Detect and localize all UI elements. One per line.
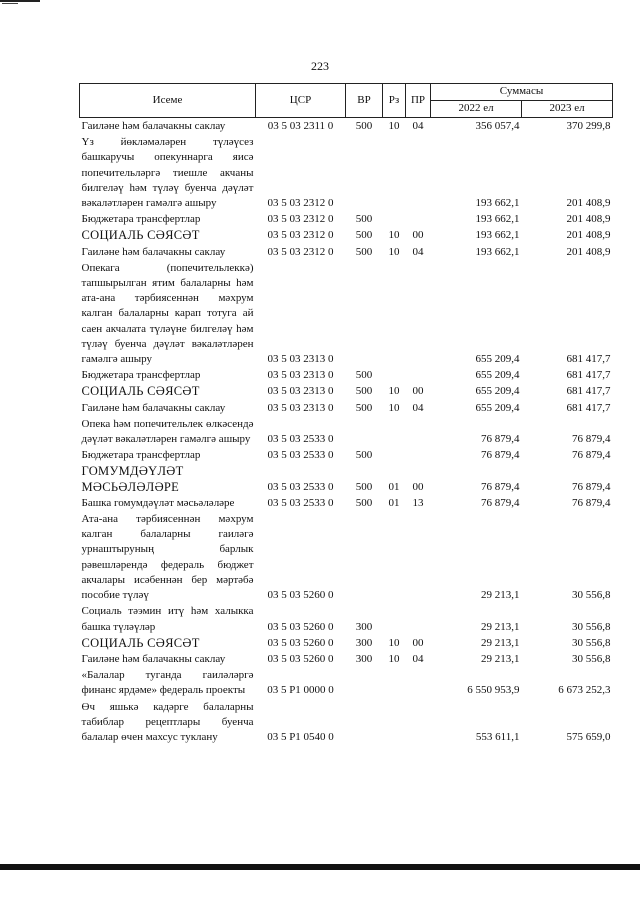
header-pr: ПР xyxy=(406,84,431,118)
row-sum-2023: 681 417,7 xyxy=(566,385,611,398)
row-name: Өч яшькә кадәрге балаларны табиблар рецептлары буенча балалар өчен махсус туклану xyxy=(81,700,254,743)
table-header xyxy=(80,84,613,118)
row-csr-code: 03 5 P1 0540 0 xyxy=(267,730,334,743)
row-pr: 00 xyxy=(412,636,424,649)
row-pr xyxy=(406,211,431,227)
row-sum-2023: 76 879,4 xyxy=(572,433,611,446)
row-rz xyxy=(383,667,406,698)
row-sum-2022: 29 213,1 xyxy=(481,652,520,665)
table-row xyxy=(80,118,613,135)
row-vr xyxy=(346,699,383,746)
table-row xyxy=(80,260,613,367)
row-sum-2023: 6 673 252,3 xyxy=(558,684,611,697)
table-row xyxy=(80,400,613,416)
row-vr: 500 xyxy=(355,449,373,462)
row-rz: 10 xyxy=(388,245,400,258)
row-rz xyxy=(383,134,406,211)
row-sum-2022: 655 209,4 xyxy=(475,353,520,366)
row-name: Бюджетара трансфертлар xyxy=(81,449,201,462)
row-pr xyxy=(406,699,431,746)
scan-bottom-border xyxy=(0,864,640,870)
row-vr: 500 xyxy=(355,401,373,414)
row-sum-2022: 356 057,4 xyxy=(475,120,520,132)
row-csr-code: 03 5 03 2312 0 xyxy=(267,213,334,226)
table-row xyxy=(80,463,613,494)
row-sum-2022: 76 879,4 xyxy=(481,480,520,493)
row-sum-2022: 193 662,1 xyxy=(475,245,520,258)
row-pr: 04 xyxy=(412,245,424,258)
row-csr-code: 03 5 03 5260 0 xyxy=(267,636,334,649)
row-csr-code: 03 5 03 2313 0 xyxy=(267,353,334,366)
row-sum-2023: 76 879,4 xyxy=(572,496,611,509)
row-sum-2022: 553 611,1 xyxy=(475,730,520,743)
row-rz xyxy=(383,211,406,227)
row-sum-2023: 30 556,8 xyxy=(572,652,611,665)
row-sum-2023: 681 417,7 xyxy=(566,401,611,414)
header-2023: 2023 ел xyxy=(522,101,613,118)
row-csr-code: 03 5 03 2313 0 xyxy=(267,401,334,414)
row-sum-2022: 193 662,1 xyxy=(475,197,520,210)
table-row xyxy=(80,651,613,667)
row-sum-2023: 370 299,8 xyxy=(566,120,611,132)
row-name: Социаль тәэмин итү һәм халыкка башка түләүләр xyxy=(81,605,254,633)
row-name: Опека һәм попечительлек өлкәсендә дәүләт вәкаләтләрен гамәлгә ашыру xyxy=(81,417,254,446)
row-sum-2023: 575 659,0 xyxy=(566,730,611,743)
table-row xyxy=(80,495,613,511)
row-pr xyxy=(406,260,431,367)
row-rz xyxy=(383,260,406,367)
row-pr xyxy=(406,603,431,634)
row-pr: 00 xyxy=(412,229,424,242)
table-row xyxy=(80,244,613,260)
row-sum-2023: 201 408,9 xyxy=(566,245,611,258)
row-vr: 500 xyxy=(355,385,373,398)
row-pr xyxy=(406,511,431,603)
row-sum-2023: 201 408,9 xyxy=(566,213,611,226)
row-rz: 10 xyxy=(388,229,400,242)
row-sum-2023: 681 417,7 xyxy=(566,353,611,366)
header-csr: ЦСР xyxy=(256,84,346,118)
row-rz: 01 xyxy=(388,496,400,509)
row-name: СОЦИАЛЬ СӘЯСӘТ xyxy=(81,228,200,243)
row-pr xyxy=(406,416,431,447)
table-row xyxy=(80,211,613,227)
row-vr: 500 xyxy=(355,120,373,132)
row-name: Гаиләнe һәм балачакны саклау xyxy=(81,652,226,665)
table-row xyxy=(80,367,613,383)
row-vr xyxy=(346,416,383,447)
row-rz: 10 xyxy=(388,401,400,414)
row-rz xyxy=(383,699,406,746)
row-vr: 300 xyxy=(355,652,373,665)
row-pr: 04 xyxy=(412,652,424,665)
row-rz xyxy=(383,367,406,383)
row-pr xyxy=(406,134,431,211)
row-pr: 00 xyxy=(412,385,424,398)
row-sum-2022: 76 879,4 xyxy=(481,449,520,462)
row-csr-code: 03 5 03 2533 0 xyxy=(267,433,334,446)
row-csr-code: 03 5 03 5260 0 xyxy=(267,589,334,602)
row-rz: 01 xyxy=(388,480,400,493)
row-pr: 04 xyxy=(412,120,424,132)
row-name: СОЦИАЛЬ СӘЯСӘТ xyxy=(81,635,200,650)
row-vr: 500 xyxy=(355,229,373,242)
table-row xyxy=(80,383,613,399)
row-sum-2022: 76 879,4 xyxy=(481,433,520,446)
row-name: Бюджетара трансфертлар xyxy=(81,213,201,226)
table-row xyxy=(80,447,613,463)
header-vr: ВР xyxy=(346,84,383,118)
row-vr: 300 xyxy=(355,636,373,649)
row-sum-2023: 30 556,8 xyxy=(572,636,611,649)
row-csr-code: 03 5 03 2313 0 xyxy=(267,385,334,398)
table-row xyxy=(80,699,613,746)
page-number: 223 xyxy=(311,59,329,73)
row-sum-2023: 76 879,4 xyxy=(572,449,611,462)
row-name: Опекага (попечительлеккә) тапшырылган ятим балаларны һәм ата-ана тәрбиясеннән мәхрум калган балаларны карап тотуга ай саен акчалата түләүне билгеләү һәм түләү буенча дәүләт вәкаләтләрен гамәлгә ашыру xyxy=(81,261,254,366)
row-sum-2022: 76 879,4 xyxy=(481,496,520,509)
row-vr xyxy=(346,511,383,603)
row-csr-code: 03 5 03 2312 0 xyxy=(267,229,334,242)
row-sum-2022: 655 209,4 xyxy=(475,401,520,414)
table-row xyxy=(80,635,613,651)
scan-edge-mark-small xyxy=(2,3,18,4)
row-csr-code: 03 5 03 2313 0 xyxy=(267,369,334,382)
row-name: «Балалар туганда гаиләләргә финанс ярдәме» федераль проекты xyxy=(81,669,254,697)
row-rz: 10 xyxy=(388,652,400,665)
row-vr: 500 xyxy=(355,480,373,493)
row-pr: 00 xyxy=(412,480,424,493)
row-vr: 500 xyxy=(355,496,373,509)
row-vr xyxy=(346,134,383,211)
table-row xyxy=(80,416,613,447)
row-vr xyxy=(346,260,383,367)
table-row xyxy=(80,511,613,603)
row-sum-2022: 29 213,1 xyxy=(481,589,520,602)
row-sum-2022: 29 213,1 xyxy=(481,620,520,633)
row-sum-2023: 76 879,4 xyxy=(572,480,611,493)
row-sum-2023: 30 556,8 xyxy=(572,620,611,633)
row-name: Бюджетара трансфертлар xyxy=(81,369,201,382)
row-name: Гаиләнe һәм балачакны саклау xyxy=(81,401,226,414)
row-name: СОЦИАЛЬ СӘЯСӘТ xyxy=(81,384,200,399)
row-pr xyxy=(406,667,431,698)
row-pr: 13 xyxy=(412,496,424,509)
row-pr: 04 xyxy=(412,401,424,414)
row-sum-2022: 193 662,1 xyxy=(475,213,520,226)
table-row xyxy=(80,667,613,698)
row-sum-2022: 655 209,4 xyxy=(475,369,520,382)
row-csr-code: 03 5 03 2311 0 xyxy=(267,120,334,132)
row-csr-code: 03 5 03 2312 0 xyxy=(267,197,334,210)
row-sum-2023: 30 556,8 xyxy=(572,589,611,602)
header-2022: 2022 ел xyxy=(431,101,522,118)
row-csr-code: 03 5 03 5260 0 xyxy=(267,620,334,633)
row-name: Гаиләнe һәм балачакны саклау xyxy=(81,245,226,258)
row-name: ГОМУМДӘҮЛӘТ МӘСЬӘЛӘЛӘРЕ xyxy=(81,464,184,494)
row-rz: 10 xyxy=(388,385,400,398)
row-sum-2022: 29 213,1 xyxy=(481,636,520,649)
row-name: Үз йөкләмәләрен түләүсез башкаручы опекуннарга яисә попечительләргә тиешле акчаны билгеләү һәм түләү буенча дәүләт вәкаләтләрен гамәлгә ашыру xyxy=(81,136,254,210)
row-rz xyxy=(383,416,406,447)
row-name: Ата-ана тәрбиясеннән мәхрум калган балаларны гаиләгә урнаштыруның барлык рәвешләрендә федераль бюджет акчалары исәбеннән бер мәртәбә пособие түләү xyxy=(81,513,254,602)
budget-table xyxy=(79,83,613,745)
row-vr: 300 xyxy=(355,620,373,633)
row-csr-code: 03 5 03 5260 0 xyxy=(267,652,334,665)
row-csr-code: 03 5 P1 0000 0 xyxy=(267,684,334,697)
row-sum-2022: 6 550 953,9 xyxy=(467,684,520,697)
table-row xyxy=(80,134,613,211)
table-row xyxy=(80,227,613,243)
row-sum-2022: 193 662,1 xyxy=(475,229,520,242)
header-name: Исеме xyxy=(80,84,256,118)
header-sums: Суммасы xyxy=(431,84,613,101)
row-sum-2023: 201 408,9 xyxy=(566,229,611,242)
row-rz: 10 xyxy=(388,636,400,649)
header-rz: Рз xyxy=(383,84,406,118)
row-csr-code: 03 5 03 2533 0 xyxy=(267,496,334,509)
table-body xyxy=(80,118,613,746)
row-rz xyxy=(383,511,406,603)
row-sum-2022: 655 209,4 xyxy=(475,385,520,398)
row-csr-code: 03 5 03 2533 0 xyxy=(267,480,334,493)
scan-edge-mark xyxy=(0,0,40,2)
table-row xyxy=(80,603,613,634)
row-sum-2023: 681 417,7 xyxy=(566,369,611,382)
row-rz xyxy=(383,603,406,634)
row-csr-code: 03 5 03 2533 0 xyxy=(267,449,334,462)
row-name: Гаиләнe һәм балачакны саклау xyxy=(81,120,226,132)
row-vr: 500 xyxy=(355,369,373,382)
row-vr xyxy=(346,667,383,698)
row-sum-2023: 201 408,9 xyxy=(566,197,611,210)
row-pr xyxy=(406,447,431,463)
row-vr: 500 xyxy=(355,245,373,258)
row-rz: 10 xyxy=(388,120,400,132)
row-vr: 500 xyxy=(355,213,373,226)
row-name: Башка гомумдәүләт мәсьәләләре xyxy=(81,496,235,509)
row-csr-code: 03 5 03 2312 0 xyxy=(267,245,334,258)
row-pr xyxy=(406,367,431,383)
row-rz xyxy=(383,447,406,463)
